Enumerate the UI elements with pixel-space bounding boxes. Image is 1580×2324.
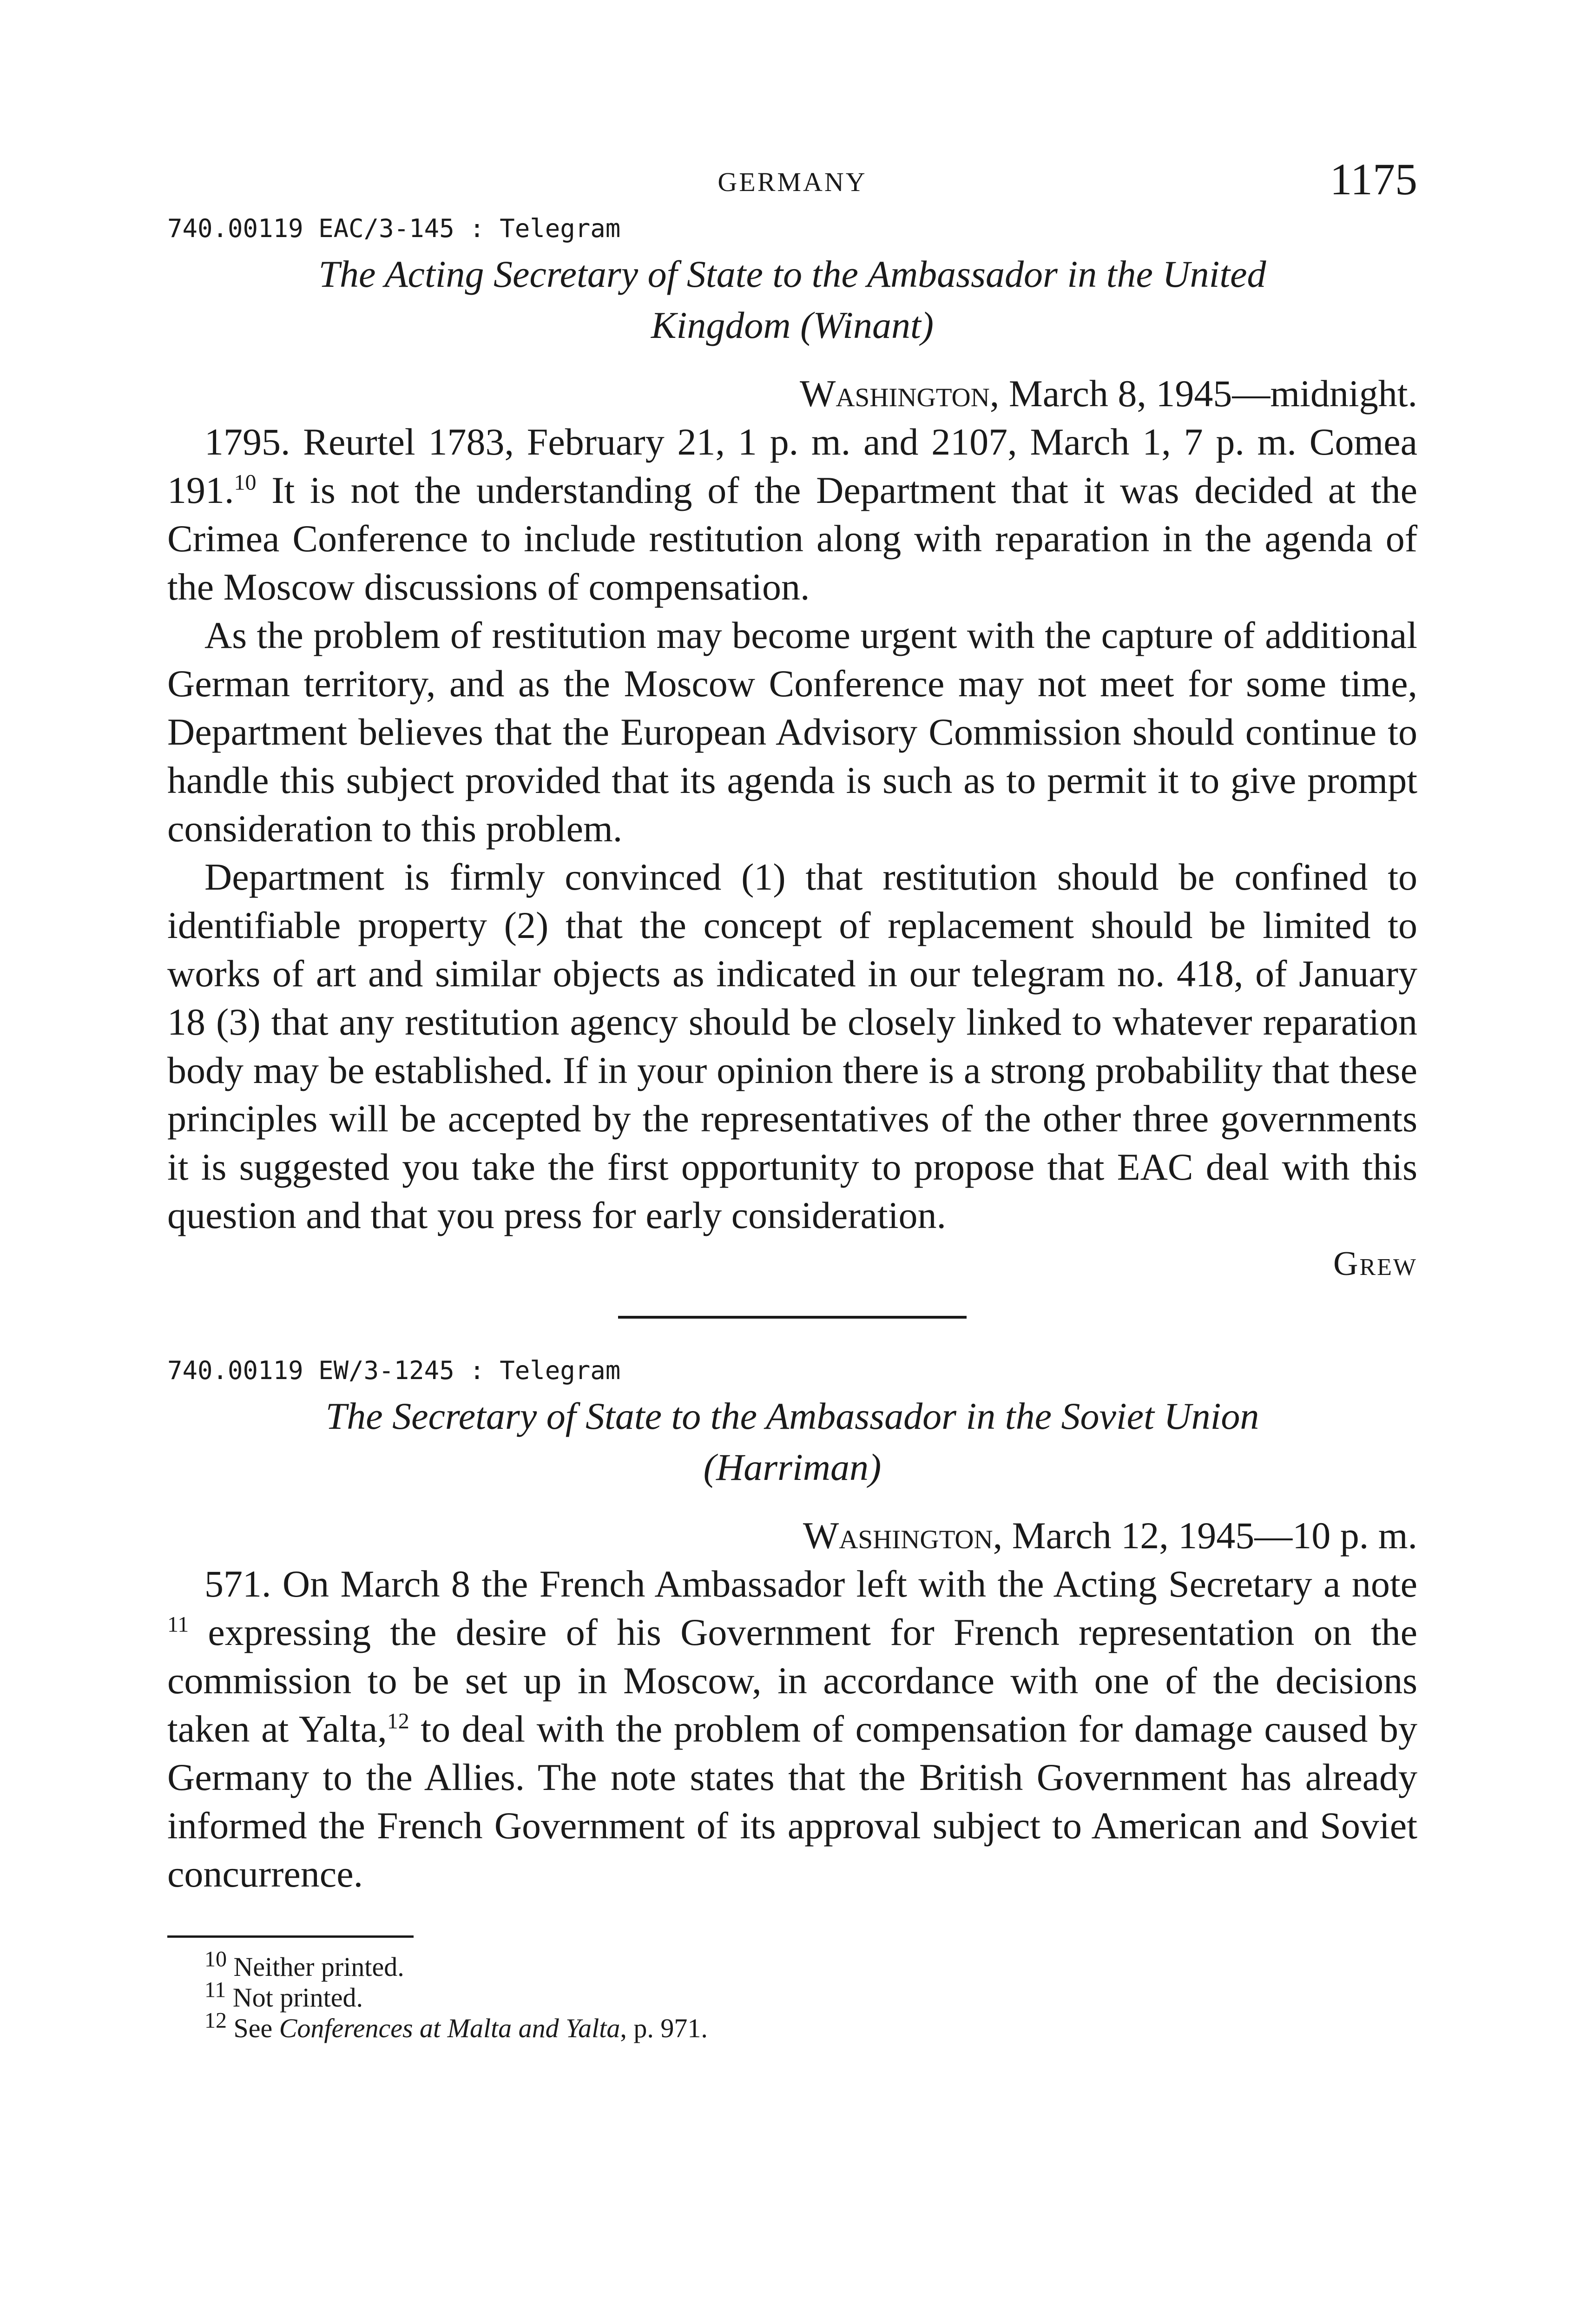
paragraph	[167, 1560, 1417, 1898]
footnote	[204, 1947, 1417, 1982]
footnote-mark: 10	[204, 1947, 227, 1972]
footnote	[204, 2008, 1417, 2044]
dateline-date: March 12, 1945—10 p. m.	[1002, 1514, 1417, 1557]
page-number: 1175	[1330, 154, 1417, 204]
section-divider	[618, 1316, 967, 1319]
footnote-mark: 12	[204, 2008, 227, 2033]
dateline-2	[167, 1512, 1417, 1560]
signature: Grew	[1333, 1245, 1417, 1283]
footnote-ref: 11	[167, 1612, 189, 1637]
document-title-1	[167, 249, 1417, 351]
paragraph-text: to deal with the problem of compensation for damage caused by Germany to the Allies. The note states that the British Government has already informed the French Government of its approval subject to American and Soviet concurrence.	[167, 1708, 1417, 1895]
paragraph	[167, 418, 1417, 611]
document-page	[167, 153, 1417, 2044]
footnote-text: , p. 971.	[620, 2013, 708, 2043]
paragraph: Department is firmly convinced (1) that restitution should be confined to identifiable property (2) that the concept of replacement should be limited to works of art and similar objects as indicated in our telegram no. 418, of January 18 (3) that any restitution agency should be closely linked to whatever reparation body may be established. If in your opinion there is a strong probability that these principles will be accepted by the representatives of the other three governments it is suggested you take the first opportunity to propose that EAC deal with this question and that you press for early consideration.	[167, 856, 1417, 1236]
title-line: Kingdom (Winant)	[651, 304, 934, 346]
title-line: The Acting Secretary of State to the Ambassador in the United	[318, 253, 1266, 295]
footnote-rule	[167, 1935, 414, 1938]
dateline-place: Washington,	[800, 372, 1000, 415]
title-line: The Secretary of State to the Ambassador in the Soviet Union	[325, 1395, 1259, 1437]
paragraph: As the problem of restitution may become urgent with the capture of additional German territory, and as the Moscow Conference may not meet for some time, Department believes that the European Advisory Commission should continue to handle this subject provided that its agenda is such as to permit it to give prompt consideration to this problem.	[167, 614, 1417, 850]
paragraph-text: 571. On March 8 the French Ambassador left with the Acting Secretary a note	[204, 1563, 1417, 1605]
paragraph-text: It is not the understanding of the Department that it was decided at the Crimea Conference to include restitution along with reparation in the agenda of the Moscow discussions of compensation.	[167, 469, 1417, 608]
dateline-date: March 8, 1945—midnight.	[999, 372, 1417, 415]
paragraph-text: 1795. Reurtel 1783, February 21, 1 p. m. and 2107, March 1, 7 p. m. Comea 191.	[167, 421, 1417, 511]
title-line: (Harriman)	[703, 1446, 882, 1488]
footnote-mark: 11	[204, 1977, 226, 2002]
file-reference-2: 740.00119 EW/3-1245 : Telegram	[167, 1356, 621, 1385]
footnote-italic: Conferences at Malta and Yalta	[279, 2013, 620, 2043]
paragraph-text: expressing the desire of his Government for French representation on the commission to be set up in Moscow, in accordance with one of the decisions taken at Yalta,	[167, 1611, 1417, 1750]
running-header	[167, 153, 1417, 205]
footnote-ref: 10	[234, 470, 257, 495]
dateline-place: Washington,	[803, 1514, 1003, 1557]
footnote	[204, 1977, 1417, 2013]
dateline-1	[167, 370, 1417, 418]
footnote-text: Not printed.	[226, 1982, 363, 2013]
running-title: GERMANY	[718, 167, 867, 197]
footnote-text: Neither printed.	[227, 1952, 404, 1982]
footnote-ref: 12	[387, 1709, 409, 1734]
footnote-text: See	[227, 2013, 279, 2043]
document-title-2	[167, 1391, 1417, 1493]
file-reference-1: 740.00119 EAC/3-145 : Telegram	[167, 214, 621, 243]
